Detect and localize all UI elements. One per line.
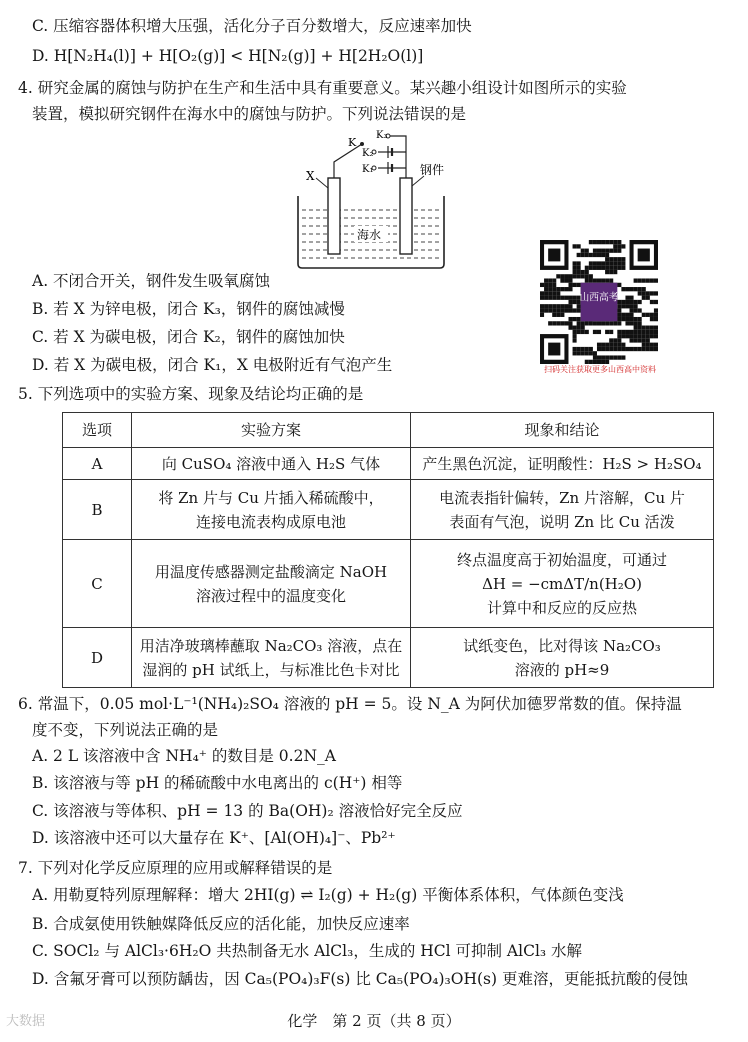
q7-option-c: C. SOCl₂ 与 AlCl₃·6H₂O 共热制备无水 AlCl₃，生成的 HCl 可抑制 AlCl₃ 水解 xyxy=(32,942,583,960)
header-result: 现象和结论 xyxy=(411,413,714,448)
row-result xyxy=(411,628,714,688)
label-seawater: 海水 xyxy=(357,228,382,242)
row-plan xyxy=(132,448,411,480)
row-plan xyxy=(132,628,411,688)
plan-line: 连接电流表构成原电池 xyxy=(195,512,346,531)
result-line: 产生黑色沉淀，证明酸性：H₂S > H₂SO₄ xyxy=(422,454,702,473)
result-line: 溶液的 pH≈9 xyxy=(514,660,610,679)
q3-option-d: D. H[N₂H₄(l)] + H[O₂(g)] < H[N₂(g)] + H[2H₂O(l)] xyxy=(32,47,424,65)
q4-option-c: C. 若 X 为碳电极，闭合 K₂，钢件的腐蚀加快 xyxy=(32,328,345,346)
result-line: 试纸变色，比对得该 Na₂CO₃ xyxy=(463,636,661,655)
q7-option-b: B. 合成氨使用铁触媒降低反应的活化能，加快反应速率 xyxy=(32,915,410,933)
plan-line: 溶液过程中的温度变化 xyxy=(195,586,346,605)
result-line: 终点温度高于初始温度，可通过 xyxy=(456,550,667,569)
q4-stem-line2: 装置，模拟研究钢件在海水中的腐蚀与防护。下列说法错误的是 xyxy=(32,105,467,123)
q5-table xyxy=(62,412,714,688)
label-x: X xyxy=(306,169,315,183)
q4-option-d: D. 若 X 为碳电极，闭合 K₁，X 电极附近有气泡产生 xyxy=(32,356,393,374)
qr-caption: 扫码关注获取更多山西高中资料 xyxy=(544,365,656,374)
q7-option-a: A. 用勒夏特列原理解释：增大 2HI(g) ⇌ I₂(g) + H₂(g) 平衡体系体积，气体颜色变浅 xyxy=(32,886,624,904)
q4-option-b: B. 若 X 为锌电极，闭合 K₃，钢件的腐蚀减慢 xyxy=(32,300,345,318)
row-plan xyxy=(132,480,411,540)
qr-center-label: 山西高考 xyxy=(579,292,619,304)
row-result xyxy=(411,480,714,540)
row-plan xyxy=(132,540,411,628)
corrosion-apparatus-diagram xyxy=(296,126,446,276)
result-line: 表面有气泡，说明 Zn 比 Cu 活泼 xyxy=(449,512,675,531)
table-row xyxy=(63,628,714,688)
result-line: ΔH = −cmΔT/n(H₂O) xyxy=(482,574,642,593)
result-line: 电流表指针偏转，Zn 片溶解，Cu 片 xyxy=(439,488,685,507)
q6-option-d: D. 该溶液中还可以大量存在 K⁺、[Al(OH)₄]⁻、Pb²⁺ xyxy=(32,829,396,847)
plan-line: 向 CuSO₄ 溶液中通入 H₂S 气体 xyxy=(161,454,381,473)
plan-line: 用洁净玻璃棒蘸取 Na₂CO₃ 溶液，点在 xyxy=(139,636,403,655)
table-row xyxy=(63,480,714,540)
q6-option-b: B. 该溶液与等 pH 的稀硫酸中水电离出的 c(H⁺) 相等 xyxy=(32,774,403,792)
row-result xyxy=(411,540,714,628)
label-k1: K₁ xyxy=(362,164,374,175)
q4-option-a: A. 不闭合开关，钢件发生吸氧腐蚀 xyxy=(32,272,271,290)
table-header-row xyxy=(63,413,714,448)
page-footer: 化学 第 2 页（共 8 页） xyxy=(287,1012,461,1030)
table-row xyxy=(63,448,714,480)
row-result xyxy=(411,448,714,480)
header-option: 选项 xyxy=(63,413,132,448)
label-k: K xyxy=(348,136,357,149)
q5-stem: 5. 下列选项中的实验方案、现象及结论均正确的是 xyxy=(18,385,364,403)
plan-line: 将 Zn 片与 Cu 片插入稀硫酸中， xyxy=(158,488,384,507)
watermark-logo: 大数据 xyxy=(6,1014,46,1029)
label-k3: K₃ xyxy=(376,130,388,141)
header-plan: 实验方案 xyxy=(132,413,411,448)
result-line: 计算中和反应的反应热 xyxy=(486,598,637,617)
q6-option-c: C. 该溶液与等体积、pH = 13 的 Ba(OH)₂ 溶液恰好完全反应 xyxy=(32,802,463,820)
row-option: C xyxy=(63,540,132,628)
q6-stem-line1: 6. 常温下，0.05 mol·L⁻¹(NH₄)₂SO₄ 溶液的 pH = 5。设 N_A 为阿伏加德罗常数的值。保持温 xyxy=(18,695,682,713)
row-option: B xyxy=(63,480,132,540)
q7-stem: 7. 下列对化学反应原理的应用或解释错误的是 xyxy=(18,859,333,877)
label-steel: 钢件 xyxy=(420,163,445,177)
row-option: D xyxy=(63,628,132,688)
label-k2: K₂ xyxy=(362,148,374,159)
q3-option-c: C. 压缩容器体积增大压强，活化分子百分数增大，反应速率加快 xyxy=(32,17,472,35)
table-row xyxy=(63,540,714,628)
q6-stem-line2: 度不变，下列说法正确的是 xyxy=(32,721,219,739)
qr-code[interactable] xyxy=(540,240,658,364)
plan-line: 用温度传感器测定盐酸滴定 NaOH xyxy=(154,562,388,581)
q6-option-a: A. 2 L 该溶液中含 NH₄⁺ 的数目是 0.2N_A xyxy=(32,747,336,765)
q4-stem-line1: 4. 研究金属的腐蚀与防护在生产和生活中具有重要意义。某兴趣小组设计如图所示的实验 xyxy=(18,79,627,97)
row-option: A xyxy=(63,448,132,480)
plan-line: 湿润的 pH 试纸上，与标准比色卡对比 xyxy=(142,660,400,679)
q7-option-d: D. 含氟牙膏可以预防龋齿，因 Ca₅(PO₄)₃F(s) 比 Ca₅(PO₄)₃OH(s) 更难溶，更能抵抗酸的侵蚀 xyxy=(32,970,688,988)
